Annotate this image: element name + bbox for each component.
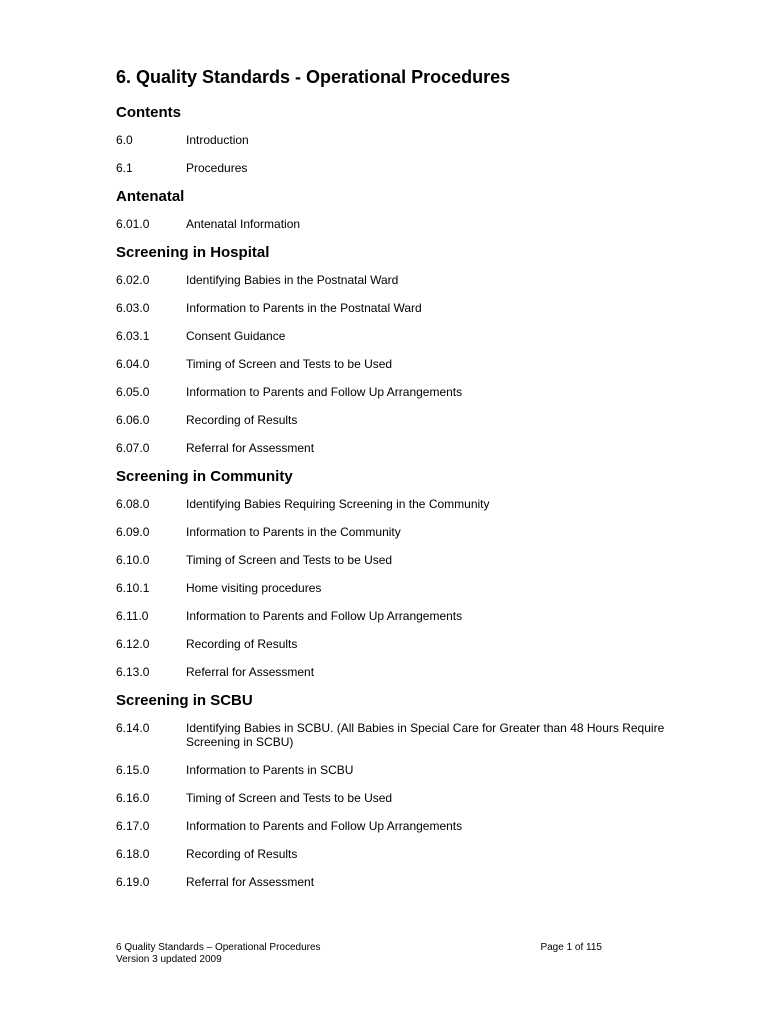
page-footer [116, 942, 602, 966]
toc-entry [116, 819, 676, 833]
toc-entry-title: Consent Guidance [186, 329, 286, 343]
footer-page-number: Page 1 of 115 [540, 942, 602, 953]
toc-entry-number: 6.1 [116, 161, 133, 175]
toc-entry-title: Identifying Babies Requiring Screening in the Community [186, 497, 490, 511]
toc-entry [116, 721, 676, 749]
toc-entry [116, 301, 676, 315]
toc-entry [116, 413, 676, 427]
toc-entry [116, 875, 676, 889]
toc-entry-number: 6.16.0 [116, 791, 150, 805]
toc-entry-number: 6.09.0 [116, 525, 150, 539]
toc-entry-title: Procedures [186, 161, 248, 175]
toc-entry-number: 6.18.0 [116, 847, 150, 861]
toc-entry-number: 6.02.0 [116, 273, 150, 287]
toc-entry-title: Home visiting procedures [186, 581, 322, 595]
toc-entry-title: Information to Parents in SCBU [186, 763, 354, 777]
toc-entry [116, 133, 676, 147]
toc-entry-title: Timing of Screen and Tests to be Used [186, 791, 393, 805]
section-heading: Antenatal [116, 188, 185, 205]
toc-entry-number: 6.14.0 [116, 721, 150, 735]
toc-entry-title: Information to Parents and Follow Up Arrangements [186, 385, 463, 399]
toc-entry-title: Information to Parents and Follow Up Arrangements [186, 609, 463, 623]
toc-entry-title: Information to Parents and Follow Up Arrangements [186, 819, 463, 833]
toc-entry [116, 385, 676, 399]
toc-entry-number: 6.12.0 [116, 637, 150, 651]
toc-entry-number: 6.03.0 [116, 301, 150, 315]
toc-entry [116, 329, 676, 343]
toc-entry-title: Recording of Results [186, 413, 298, 427]
document-page [116, 66, 676, 889]
page-title: 6. Quality Standards - Operational Procedures [116, 67, 511, 87]
toc-entry [116, 441, 676, 455]
toc-entry-number: 6.10.0 [116, 553, 150, 567]
section-screening-in-community [116, 467, 676, 679]
toc-entry-number: 6.01.0 [116, 217, 150, 231]
toc-entry-title: Introduction [186, 133, 249, 147]
toc-entry-title: Referral for Assessment [186, 875, 315, 889]
toc-entry [116, 273, 676, 287]
section-heading: Screening in SCBU [116, 692, 253, 709]
toc-entry-title: Timing of Screen and Tests to be Used [186, 553, 393, 567]
toc-entry [116, 525, 676, 539]
toc-entry [116, 665, 676, 679]
footer-version: Version 3 updated 2009 [116, 954, 222, 965]
toc-entry-number: 6.08.0 [116, 497, 150, 511]
section-heading: Screening in Hospital [116, 244, 270, 261]
toc-entry-number: 6.10.1 [116, 581, 150, 595]
toc-entry [116, 217, 676, 231]
toc-entry [116, 637, 676, 651]
toc-entry [116, 161, 676, 175]
toc-entry-title: Recording of Results [186, 847, 298, 861]
toc-entry-number: 6.19.0 [116, 875, 150, 889]
toc-entry [116, 553, 676, 567]
toc-entry-number: 6.03.1 [116, 329, 150, 343]
toc-entry-title: Information to Parents in the Postnatal Ward [186, 301, 422, 315]
toc-entry-number: 6.11.0 [116, 609, 149, 623]
toc-entry [116, 847, 676, 861]
toc-entry [116, 357, 676, 371]
toc-entry-title: Referral for Assessment [186, 441, 315, 455]
section-screening-in-scbu [116, 691, 676, 889]
toc-entry-number: 6.13.0 [116, 665, 150, 679]
toc-entry-title: Timing of Screen and Tests to be Used [186, 357, 393, 371]
toc-entry-title: Referral for Assessment [186, 665, 315, 679]
section-antenatal [116, 187, 676, 231]
toc-entry-number: 6.17.0 [116, 819, 150, 833]
toc-entry [116, 791, 676, 805]
section-heading: Screening in Community [116, 468, 293, 485]
toc-entry [116, 609, 676, 623]
toc-entry-title: Information to Parents in the Community [186, 525, 401, 539]
toc-entry-title: Identifying Babies in SCBU. (All Babies in Special Care for Greater than 48 Hours Require Screening in SCBU) [186, 721, 665, 749]
toc-entry-title: Antenatal Information [186, 217, 301, 231]
toc-entry [116, 497, 676, 511]
toc-entry-number: 6.0 [116, 133, 133, 147]
toc-entry-number: 6.05.0 [116, 385, 150, 399]
toc-entry-number: 6.06.0 [116, 413, 150, 427]
footer-document-name: 6 Quality Standards – Operational Procedures [116, 942, 321, 953]
toc-entry-number: 6.04.0 [116, 357, 150, 371]
toc-entry-number: 6.15.0 [116, 763, 150, 777]
toc-entry-title: Recording of Results [186, 637, 298, 651]
section-screening-in-hospital [116, 243, 676, 455]
contents-heading: Contents [116, 104, 181, 121]
toc-entry [116, 581, 676, 595]
footer-line [116, 942, 602, 954]
contents-section [116, 103, 676, 175]
toc-entry [116, 763, 676, 777]
toc-entry-title: Identifying Babies in the Postnatal Ward [186, 273, 399, 287]
toc-entry-number: 6.07.0 [116, 441, 150, 455]
